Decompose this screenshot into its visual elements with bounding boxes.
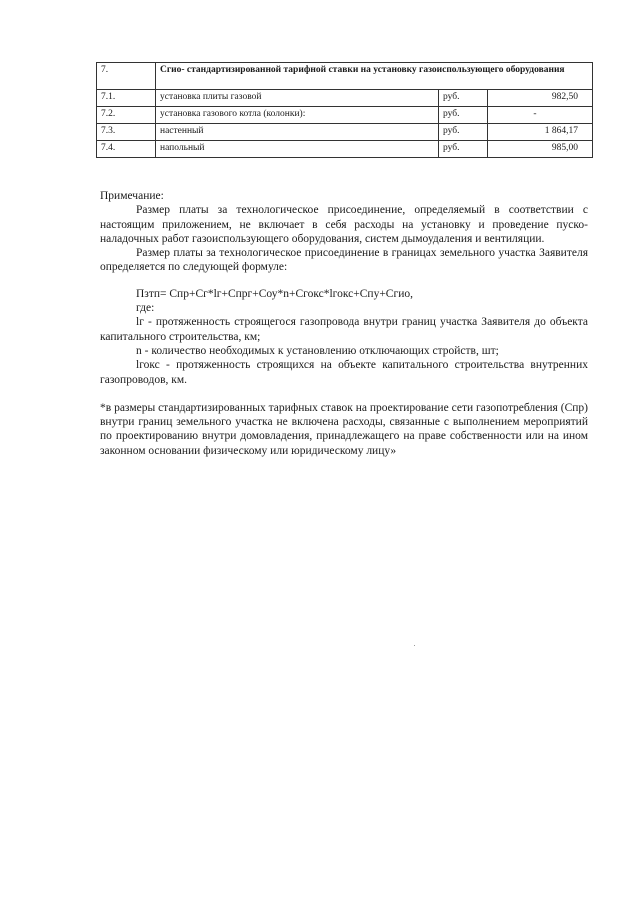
table-row xyxy=(97,90,593,107)
row-unit: руб. xyxy=(439,90,488,107)
row-description: установка плиты газовой xyxy=(156,90,439,107)
row-number: 7.3. xyxy=(97,124,156,141)
note-paragraph: Размер платы за технологическое присоединение, определяемый в соответствии с настоящим приложением, не включает в себя расходы на установку и проведение пуско-наладочных работ газоиспользующего оборудования, систем дымоудаления и вентиляции. xyxy=(100,204,588,245)
row-number: 7. xyxy=(97,63,156,90)
table-row xyxy=(97,141,593,158)
row-unit: руб. xyxy=(439,107,488,124)
row-number: 7.2. xyxy=(97,107,156,124)
table-row xyxy=(97,107,593,124)
note-section xyxy=(100,189,588,458)
row-unit: руб. xyxy=(439,141,488,158)
formula-definition: lгокс - протяженность строящихся на объекте капитального строительства внутренних газопроводов, км. xyxy=(100,359,588,386)
note-title: Примечание: xyxy=(100,190,164,202)
row-number: 7.4. xyxy=(97,141,156,158)
row-description: установка газового котла (колонки): xyxy=(156,107,439,124)
row-unit: руб. xyxy=(439,124,488,141)
row-value: - xyxy=(488,107,593,124)
note-paragraph: Размер платы за технологическое присоединение в границах земельного участка Заявителя определяется по следующей формуле: xyxy=(100,247,588,274)
row-value: 985,00 xyxy=(488,141,593,158)
row-description: настенный xyxy=(156,124,439,141)
formula-definition: lг - протяженность строящегося газопровода внутри границ участка Заявителя до объекта капитального строительства, км; xyxy=(100,316,588,343)
formula-definition: n - количество необходимых к установлению отключающих стройств, шт; xyxy=(136,344,499,357)
tariff-table xyxy=(96,62,593,158)
row-value: 982,50 xyxy=(488,90,593,107)
fee-formula: Пзтп= Спр+Сг*lг+Спрг+Соу*n+Сгокс*lгокс+Спу+Сгио, xyxy=(136,287,413,300)
footnote: *в размеры стандартизированных тарифных ставок на проектирование сети газопотребления (Спр) внутри границ земельного участка не включена расходы, связанные с выполнением мероприятий по проектированию внутри домовладения, принадлежащего на праве собственности или на ином законном основании физическому или юридическому лицу» xyxy=(100,401,588,457)
row-value: 1 864,17 xyxy=(488,124,593,141)
table-header-row xyxy=(97,63,593,90)
where-label: где: xyxy=(136,302,155,315)
table-row xyxy=(97,124,593,141)
row-description: Сгио- стандартизированной тарифной ставки на установку газоиспользующего оборудования xyxy=(156,63,593,90)
scan-speck xyxy=(414,645,415,646)
row-description: напольный xyxy=(156,141,439,158)
row-number: 7.1. xyxy=(97,90,156,107)
